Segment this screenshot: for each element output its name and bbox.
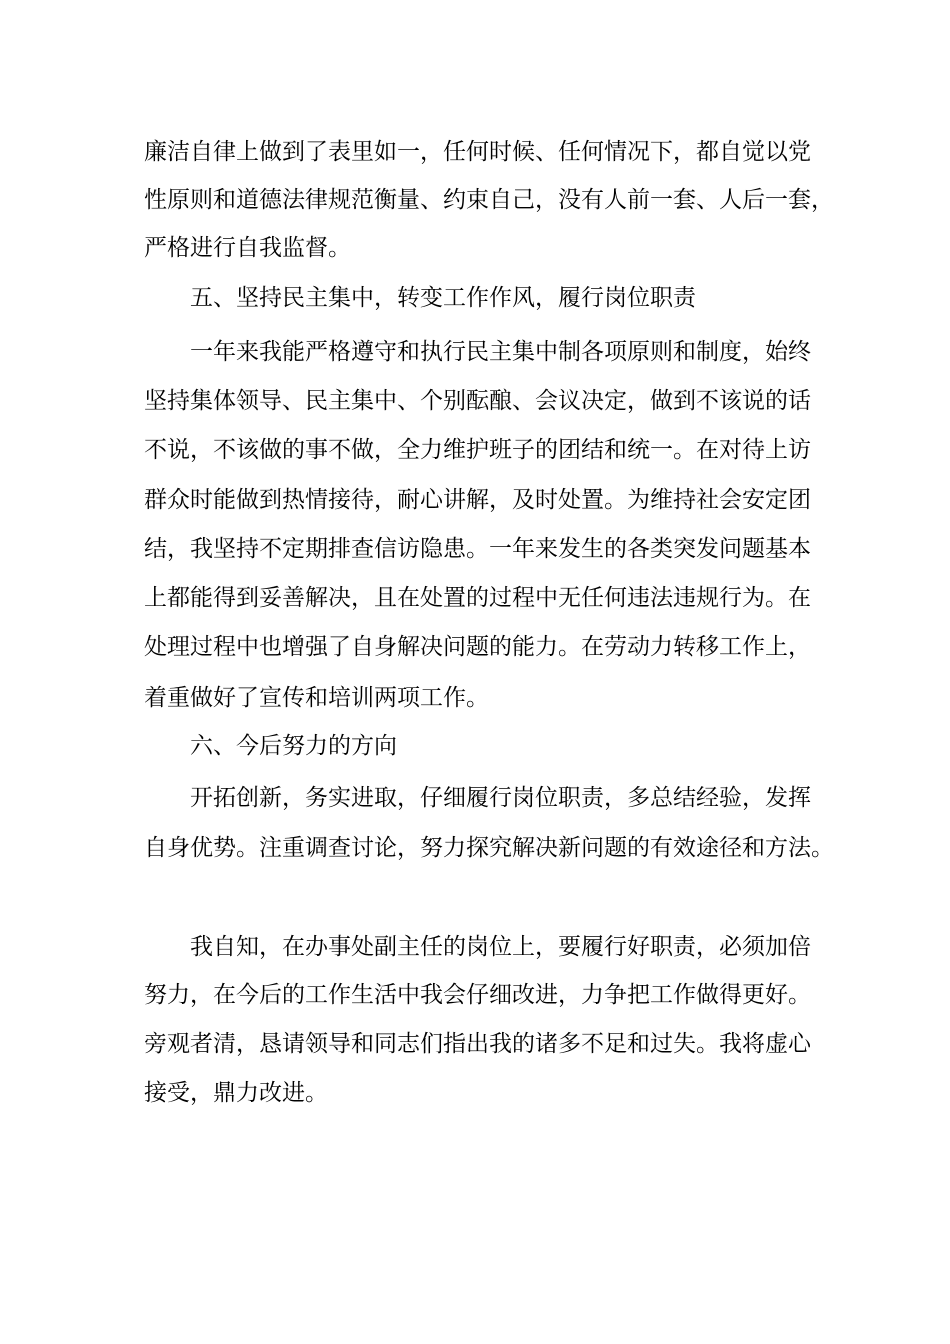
text-line: 努力，在今后的工作生活中我会仔细改进，力争把工作做得更好。	[144, 982, 811, 1008]
text-line: 自身优势。注重调查讨论，努力探究解决新问题的有效途径和方法。	[144, 835, 834, 861]
text-line: 性原则和道德法律规范衡量、约束自己，没有人前一套、人后一套，	[144, 187, 834, 213]
text-line: 处理过程中也增强了自身解决问题的能力。在劳动力转移工作上，	[144, 634, 811, 660]
text-line: 廉洁自律上做到了表里如一，任何时候、任何情况下，都自觉以党	[144, 139, 811, 165]
text-line: 严格进行自我监督。	[144, 235, 351, 261]
text-line: 着重做好了宣传和培训两项工作。	[144, 685, 489, 711]
text-line: 上都能得到妥善解决，且在处置的过程中无任何违法违规行为。在	[144, 585, 811, 611]
text-line: 不说，不该做的事不做，全力维护班子的团结和统一。在对待上访	[144, 437, 811, 463]
text-line: 坚持集体领导、民主集中、个别酝酿、会议决定，做到不该说的话	[144, 388, 811, 414]
text-line: 一年来我能严格遵守和执行民主集中制各项原则和制度，始终	[190, 339, 811, 365]
section-heading: 五、坚持民主集中，转变工作作风，履行岗位职责	[190, 285, 696, 311]
section-heading: 六、今后努力的方向	[190, 733, 397, 759]
text-line: 我自知，在办事处副主任的岗位上，要履行好职责，必须加倍	[190, 934, 811, 960]
text-line: 开拓创新，务实进取，仔细履行岗位职责，多总结经验，发挥	[190, 785, 811, 811]
text-line: 旁观者清，恳请领导和同志们指出我的诸多不足和过失。我将虚心	[144, 1031, 811, 1057]
text-line: 接受，鼎力改进。	[144, 1080, 328, 1106]
text-line: 结，我坚持不定期排查信访隐患。一年来发生的各类突发问题基本	[144, 536, 811, 562]
text-line: 群众时能做到热情接待，耐心讲解，及时处置。为维持社会安定团	[144, 487, 811, 513]
